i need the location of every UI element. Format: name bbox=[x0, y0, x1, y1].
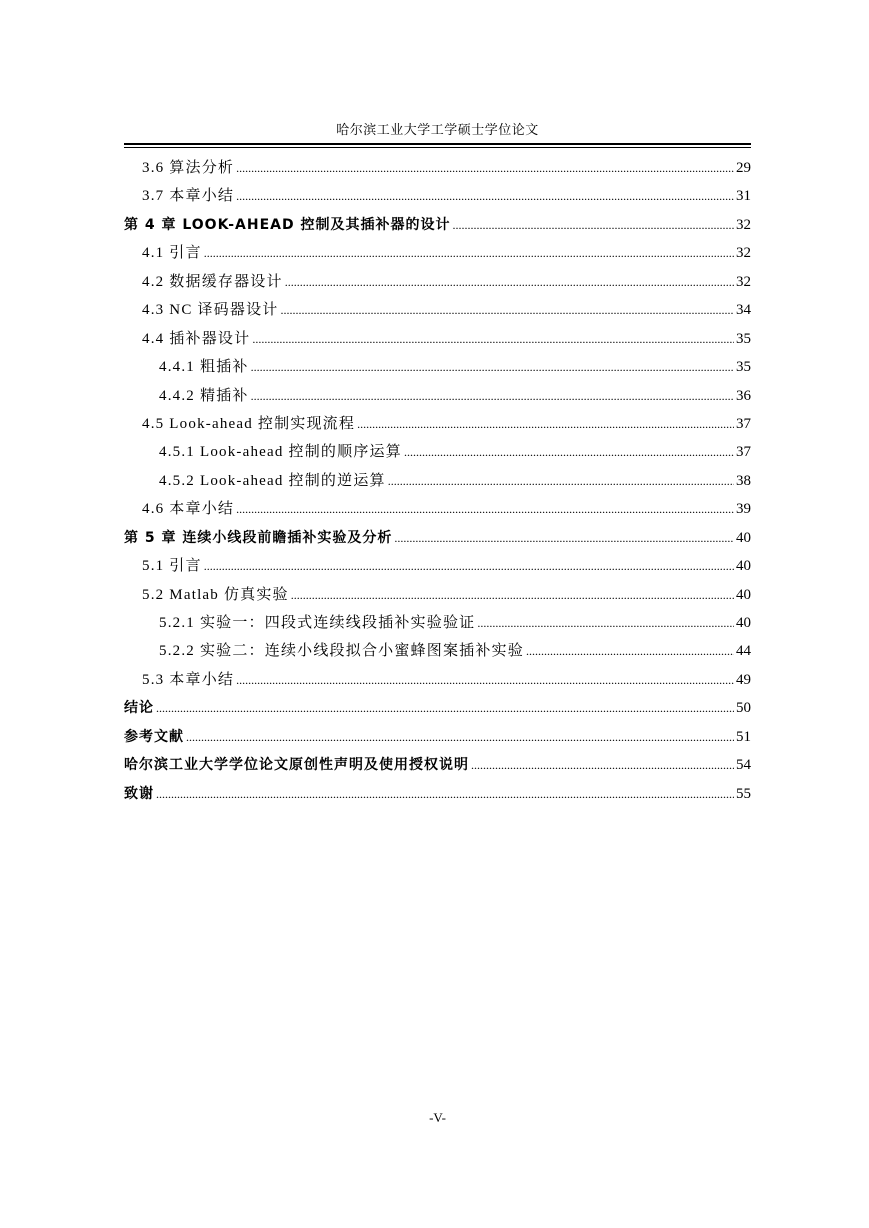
toc-entry-title: 3.6 算法分析 bbox=[142, 160, 235, 176]
toc-entry[interactable] bbox=[124, 552, 751, 580]
toc-entry-page: 32 bbox=[736, 216, 751, 233]
toc-entry[interactable] bbox=[124, 609, 751, 637]
toc-entry[interactable] bbox=[124, 694, 751, 722]
dot-leader bbox=[236, 666, 734, 694]
dot-leader bbox=[394, 524, 734, 552]
toc-entry-title: 4.5.2 Look-ahead 控制的逆运算 bbox=[159, 472, 386, 489]
toc-entry-page: 40 bbox=[736, 558, 751, 575]
dot-leader bbox=[204, 552, 734, 580]
toc-entry-title: 4.4.2 精插补 bbox=[159, 387, 249, 404]
toc-entry[interactable] bbox=[124, 751, 751, 779]
dot-leader bbox=[452, 211, 734, 239]
dot-leader bbox=[251, 353, 734, 381]
toc-entry-title: 4.4 插补器设计 bbox=[142, 330, 251, 347]
toc-entry[interactable] bbox=[124, 325, 751, 353]
toc-entry[interactable] bbox=[124, 382, 751, 410]
toc-entry-title: 5.2.2 实验二：连续小线段拟合小蜜蜂图案插补实验 bbox=[159, 643, 524, 660]
toc-entry-title: 5.1 引言 bbox=[142, 558, 202, 575]
toc-entry-page: 40 bbox=[736, 586, 751, 603]
toc-entry-page: 37 bbox=[736, 444, 751, 461]
dot-leader bbox=[388, 467, 734, 495]
toc-entry-page: 32 bbox=[736, 273, 751, 290]
toc-entry-title: 5.3 本章小结 bbox=[142, 671, 235, 688]
dot-leader bbox=[236, 182, 734, 210]
toc-entry-title: 4.1 引言 bbox=[142, 245, 202, 262]
header-rule-thin bbox=[124, 147, 751, 148]
toc-entry-title: 4.2 数据缓存器设计 bbox=[142, 273, 283, 290]
page-number: -V- bbox=[429, 1110, 446, 1125]
toc-entry[interactable] bbox=[124, 723, 751, 751]
dot-leader bbox=[204, 239, 734, 267]
toc-entry-page: 29 bbox=[736, 160, 751, 176]
dot-leader bbox=[156, 780, 734, 808]
toc-entry-page: 44 bbox=[736, 643, 751, 660]
toc-entry-page: 31 bbox=[736, 188, 751, 205]
toc-entry[interactable] bbox=[124, 495, 751, 523]
dot-leader bbox=[281, 296, 735, 324]
toc-entry-page: 40 bbox=[736, 615, 751, 631]
toc-entry[interactable] bbox=[124, 211, 751, 239]
toc-entry-page: 51 bbox=[736, 728, 751, 745]
dot-leader bbox=[526, 637, 734, 665]
toc-entry[interactable] bbox=[124, 296, 751, 324]
toc-entry-page: 55 bbox=[736, 785, 751, 802]
toc-entry-title: 第 5 章 连续小线段前瞻插补实验及分析 bbox=[124, 529, 393, 546]
dot-leader bbox=[186, 723, 734, 751]
dot-leader bbox=[156, 694, 734, 722]
toc-entry-title: 哈尔滨工业大学学位论文原创性声明及使用授权说明 bbox=[124, 757, 469, 774]
toc-entry-page: 37 bbox=[736, 415, 751, 432]
toc-entry[interactable] bbox=[124, 780, 751, 808]
dot-leader bbox=[477, 609, 734, 637]
toc-entry-title: 5.2.1 实验一：四段式连续线段插补实验验证 bbox=[159, 615, 476, 631]
toc-entry-page: 40 bbox=[736, 529, 751, 546]
toc-entry-page: 35 bbox=[736, 359, 751, 376]
dot-leader bbox=[357, 410, 734, 438]
toc-entry[interactable] bbox=[124, 268, 751, 296]
toc-entry[interactable] bbox=[124, 239, 751, 267]
dot-leader bbox=[285, 268, 734, 296]
dot-leader bbox=[291, 581, 734, 609]
toc-entry-page: 34 bbox=[736, 302, 751, 319]
dot-leader bbox=[404, 438, 734, 466]
running-header: 哈尔滨工业大学工学硕士学位论文 bbox=[336, 122, 539, 137]
toc-entry[interactable] bbox=[124, 467, 751, 495]
toc-entry-page: 49 bbox=[736, 671, 751, 688]
dot-leader bbox=[251, 382, 734, 410]
table-of-contents bbox=[124, 154, 751, 808]
toc-entry[interactable] bbox=[124, 182, 751, 210]
toc-entry[interactable] bbox=[124, 637, 751, 665]
toc-entry-title: 致谢 bbox=[124, 785, 154, 802]
toc-entry[interactable] bbox=[124, 666, 751, 694]
toc-entry[interactable] bbox=[124, 581, 751, 609]
dot-leader bbox=[236, 154, 734, 182]
toc-entry[interactable] bbox=[124, 438, 751, 466]
header-rule-thick bbox=[124, 143, 751, 145]
toc-entry-page: 39 bbox=[736, 501, 751, 518]
toc-entry-title: 参考文献 bbox=[124, 728, 184, 745]
dot-leader bbox=[236, 495, 734, 523]
toc-entry[interactable] bbox=[124, 524, 751, 552]
toc-entry-title: 第 4 章 LOOK-AHEAD 控制及其插补器的设计 bbox=[124, 216, 451, 233]
toc-entry[interactable] bbox=[124, 410, 751, 438]
dot-leader bbox=[252, 325, 734, 353]
toc-entry-page: 32 bbox=[736, 245, 751, 262]
toc-entry-title: 5.2 Matlab 仿真实验 bbox=[142, 586, 289, 603]
toc-entry-page: 54 bbox=[736, 757, 751, 774]
toc-entry-title: 4.3 NC 译码器设计 bbox=[142, 302, 279, 319]
toc-entry-title: 4.5 Look-ahead 控制实现流程 bbox=[142, 415, 356, 432]
toc-entry-page: 35 bbox=[736, 330, 751, 347]
toc-entry-title: 4.4.1 粗插补 bbox=[159, 359, 249, 376]
toc-entry-title: 结论 bbox=[124, 700, 154, 717]
dot-leader bbox=[471, 751, 734, 779]
toc-entry[interactable] bbox=[124, 154, 751, 182]
toc-entry-title: 3.7 本章小结 bbox=[142, 188, 235, 205]
toc-entry[interactable] bbox=[124, 353, 751, 381]
toc-entry-page: 50 bbox=[736, 700, 751, 717]
toc-entry-title: 4.6 本章小结 bbox=[142, 501, 235, 518]
toc-entry-title: 4.5.1 Look-ahead 控制的顺序运算 bbox=[159, 444, 402, 461]
toc-entry-page: 38 bbox=[736, 472, 751, 489]
toc-entry-page: 36 bbox=[736, 387, 751, 404]
